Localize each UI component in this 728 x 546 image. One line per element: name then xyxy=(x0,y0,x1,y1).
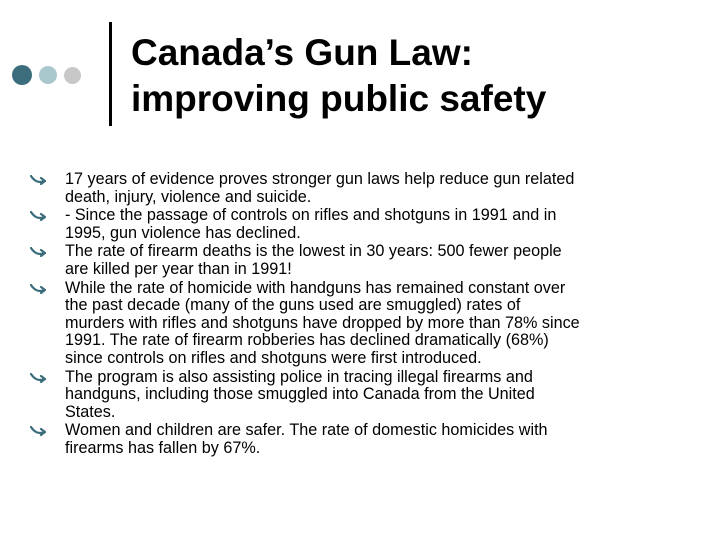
bullet-item xyxy=(30,171,720,206)
curved-arrow-bullet-icon xyxy=(30,373,46,385)
curved-arrow-bullet-icon xyxy=(30,247,46,259)
bullet-line: death, injury, violence and suicide. xyxy=(65,187,312,206)
bullet-item xyxy=(30,207,720,242)
bullet-line: The rate of firearm deaths is the lowest in 30 years: 500 fewer people xyxy=(65,242,562,261)
bullet-item xyxy=(30,369,720,422)
bullet-text xyxy=(65,422,720,457)
slide-title xyxy=(131,30,711,122)
bullet-line: The program is also assisting police in tracing illegal firearms and xyxy=(65,367,533,386)
bullet-text xyxy=(65,369,720,422)
bullet-text xyxy=(65,243,720,278)
bullet-line: While the rate of homicide with handguns has remained constant over xyxy=(65,278,566,297)
title-divider-bar xyxy=(109,22,112,126)
bullet-line: firearms has fallen by 67%. xyxy=(65,438,261,457)
bullet-item xyxy=(30,243,720,278)
bullet-line: since controls on rifles and shotguns were first introduced. xyxy=(65,348,482,367)
bullet-line: Women and children are safer. The rate of domestic homicides with xyxy=(65,421,548,440)
bullet-item xyxy=(30,280,720,368)
bullet-line: 17 years of evidence proves stronger gun laws help reduce gun related xyxy=(65,170,575,188)
bullet-text xyxy=(65,280,720,368)
bullet-item xyxy=(30,422,720,457)
bullet-text xyxy=(65,171,720,206)
decorative-dot-light xyxy=(64,67,81,84)
slide-title-line-2: improving public safety xyxy=(131,78,547,119)
bullet-line: handguns, including those smuggled into Canada from the United xyxy=(65,385,535,404)
bullet-line: murders with rifles and shotguns have dropped by more than 78% since xyxy=(65,313,580,332)
bullet-line: 1995, gun violence has declined. xyxy=(65,223,301,242)
bullet-line: 1991. The rate of firearm robberies has declined dramatically (68%) xyxy=(65,331,549,350)
bullet-line: States. xyxy=(65,402,116,421)
curved-arrow-bullet-icon xyxy=(30,175,46,187)
slide-title-line-1: Canada’s Gun Law: xyxy=(131,32,473,73)
curved-arrow-bullet-icon xyxy=(30,426,46,438)
curved-arrow-bullet-icon xyxy=(30,284,46,296)
bullet-list xyxy=(30,171,720,459)
bullet-line: - Since the passage of controls on rifles and shotguns in 1991 and in xyxy=(65,206,557,225)
decorative-dot-dark xyxy=(12,65,32,85)
curved-arrow-bullet-icon xyxy=(30,211,46,223)
bullet-line: the past decade (many of the guns used are smuggled) rates of xyxy=(65,296,521,315)
bullet-line: are killed per year than in 1991! xyxy=(65,259,292,278)
decorative-dot-mid xyxy=(39,66,57,84)
decorative-dots xyxy=(12,64,81,86)
bullet-text xyxy=(65,207,720,242)
